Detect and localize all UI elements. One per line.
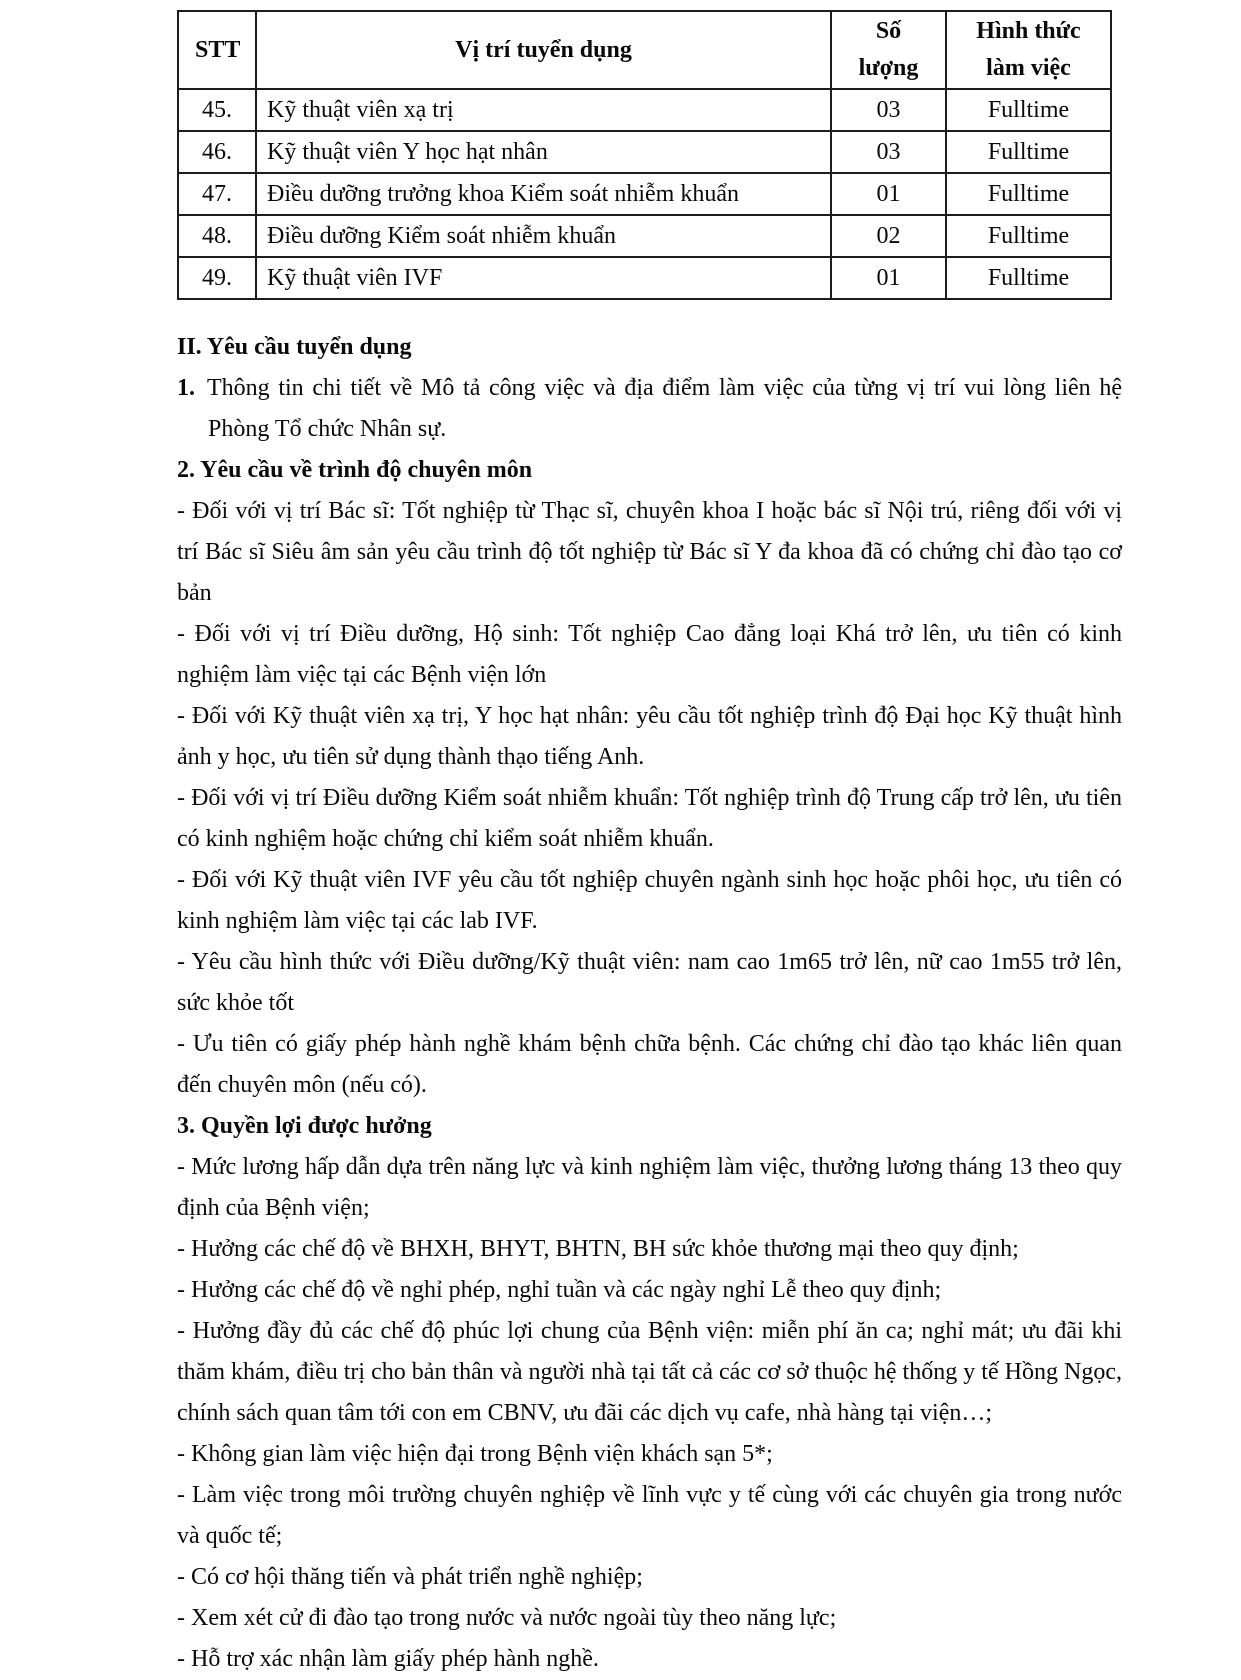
recruitment-table [177, 10, 1112, 300]
document-body [177, 327, 1122, 1680]
cell-quantity: 03 [831, 89, 946, 131]
requirement-item: - Yêu cầu hình thức với Điều dưỡng/Kỹ thuật viên: nam cao 1m65 trở lên, nữ cao 1m55 trở lên, sức khỏe tốt [177, 949, 1122, 1016]
cell-position: Điều dưỡng Kiểm soát nhiễm khuẩn [256, 215, 831, 257]
cell-stt: 49. [178, 257, 256, 299]
cell-worktype: Fulltime [946, 89, 1111, 131]
benefit-item: - Hưởng đầy đủ các chế độ phúc lợi chung của Bệnh viện: miễn phí ăn ca; nghỉ mát; ưu đãi khi thăm khám, điều trị cho bản thân và người nhà tại tất cả các cơ sở thuộc hệ thống y tế Hồng Ngọc, chính sách quan tâm tới con em CBNV, ưu đãi các dịch vụ cafe, nhà hàng tại viện…; [177, 1318, 1122, 1426]
table-row [178, 257, 1111, 299]
cell-position: Kỹ thuật viên Y học hạt nhân [256, 131, 831, 173]
requirement-item: - Ưu tiên có giấy phép hành nghề khám bệnh chữa bệnh. Các chứng chỉ đào tạo khác liên quan đến chuyên môn (nếu có). [177, 1031, 1122, 1098]
cell-quantity: 01 [831, 173, 946, 215]
table-header-quantity: Số lượng [831, 11, 946, 89]
cell-position: Điều dưỡng trưởng khoa Kiểm soát nhiễm khuẩn [256, 173, 831, 215]
table-header-position: Vị trí tuyển dụng [256, 11, 831, 89]
table-header-stt: STT [178, 11, 256, 89]
requirement-item: - Đối với Kỹ thuật viên IVF yêu cầu tốt nghiệp chuyên ngành sinh học hoặc phôi học, ưu tiên có kinh nghiệm làm việc tại các lab IVF. [177, 867, 1122, 934]
cell-quantity: 03 [831, 131, 946, 173]
table-row [178, 173, 1111, 215]
table-row [178, 131, 1111, 173]
cell-quantity: 01 [831, 257, 946, 299]
note-item [177, 368, 1122, 450]
subsection-heading-benefits: 3. Quyền lợi được hưởng [177, 1113, 432, 1139]
table-row [178, 215, 1111, 257]
cell-stt: 46. [178, 131, 256, 173]
cell-worktype: Fulltime [946, 131, 1111, 173]
cell-stt: 47. [178, 173, 256, 215]
cell-stt: 48. [178, 215, 256, 257]
cell-quantity: 02 [831, 215, 946, 257]
cell-position: Kỹ thuật viên IVF [256, 257, 831, 299]
cell-worktype: Fulltime [946, 257, 1111, 299]
requirement-item: - Đối với vị trí Bác sĩ: Tốt nghiệp từ Thạc sĩ, chuyên khoa I hoặc bác sĩ Nội trú, riêng đối với vị trí Bác sĩ Siêu âm sản yêu cầu trình độ tốt nghiệp từ Bác sĩ Y đa khoa đã có chứng chỉ đào tạo cơ bản [177, 498, 1122, 606]
benefit-item: - Hưởng các chế độ về nghỉ phép, nghỉ tuần và các ngày nghỉ Lễ theo quy định; [177, 1277, 942, 1303]
subsection-heading-qualifications: 2. Yêu cầu về trình độ chuyên môn [177, 457, 533, 483]
benefit-item: - Hỗ trợ xác nhận làm giấy phép hành nghề. [177, 1646, 599, 1672]
cell-worktype: Fulltime [946, 215, 1111, 257]
section-heading-requirements: II. Yêu cầu tuyển dụng [177, 334, 412, 360]
benefit-item: - Không gian làm việc hiện đại trong Bệnh viện khách sạn 5*; [177, 1441, 773, 1467]
table-row [178, 89, 1111, 131]
cell-position: Kỹ thuật viên xạ trị [256, 89, 831, 131]
note-text: Thông tin chi tiết về Mô tả công việc và địa điểm làm việc của từng vị trí vui lòng liên hệ Phòng Tổ chức Nhân sự. [207, 375, 1122, 442]
table-header-row [178, 11, 1111, 89]
benefit-item: - Có cơ hội thăng tiến và phát triển nghề nghiệp; [177, 1564, 643, 1590]
table-header-worktype: Hình thức làm việc [946, 11, 1111, 89]
benefit-item: - Hưởng các chế độ về BHXH, BHYT, BHTN, BH sức khỏe thương mại theo quy định; [177, 1236, 1019, 1262]
benefit-item: - Mức lương hấp dẫn dựa trên năng lực và kinh nghiệm làm việc, thưởng lương tháng 13 theo quy định của Bệnh viện; [177, 1154, 1122, 1221]
benefit-item: - Xem xét cử đi đào tạo trong nước và nước ngoài tùy theo năng lực; [177, 1605, 837, 1631]
requirement-item: - Đối với vị trí Điều dưỡng, Hộ sinh: Tốt nghiệp Cao đẳng loại Khá trở lên, ưu tiên có kinh nghiệm làm việc tại các Bệnh viện lớn [177, 621, 1122, 688]
cell-stt: 45. [178, 89, 256, 131]
requirement-item: - Đối với vị trí Điều dưỡng Kiểm soát nhiễm khuẩn: Tốt nghiệp trình độ Trung cấp trở lên, ưu tiên có kinh nghiệm hoặc chứng chỉ kiểm soát nhiễm khuẩn. [177, 785, 1122, 852]
benefit-item: - Làm việc trong môi trường chuyên nghiệp về lĩnh vực y tế cùng với các chuyên gia trong nước và quốc tế; [177, 1482, 1122, 1549]
requirement-item: - Đối với Kỹ thuật viên xạ trị, Y học hạt nhân: yêu cầu tốt nghiệp trình độ Đại học Kỹ thuật hình ảnh y học, ưu tiên sử dụng thành thạo tiếng Anh. [177, 703, 1122, 770]
note-number: 1. [177, 375, 195, 401]
cell-worktype: Fulltime [946, 173, 1111, 215]
